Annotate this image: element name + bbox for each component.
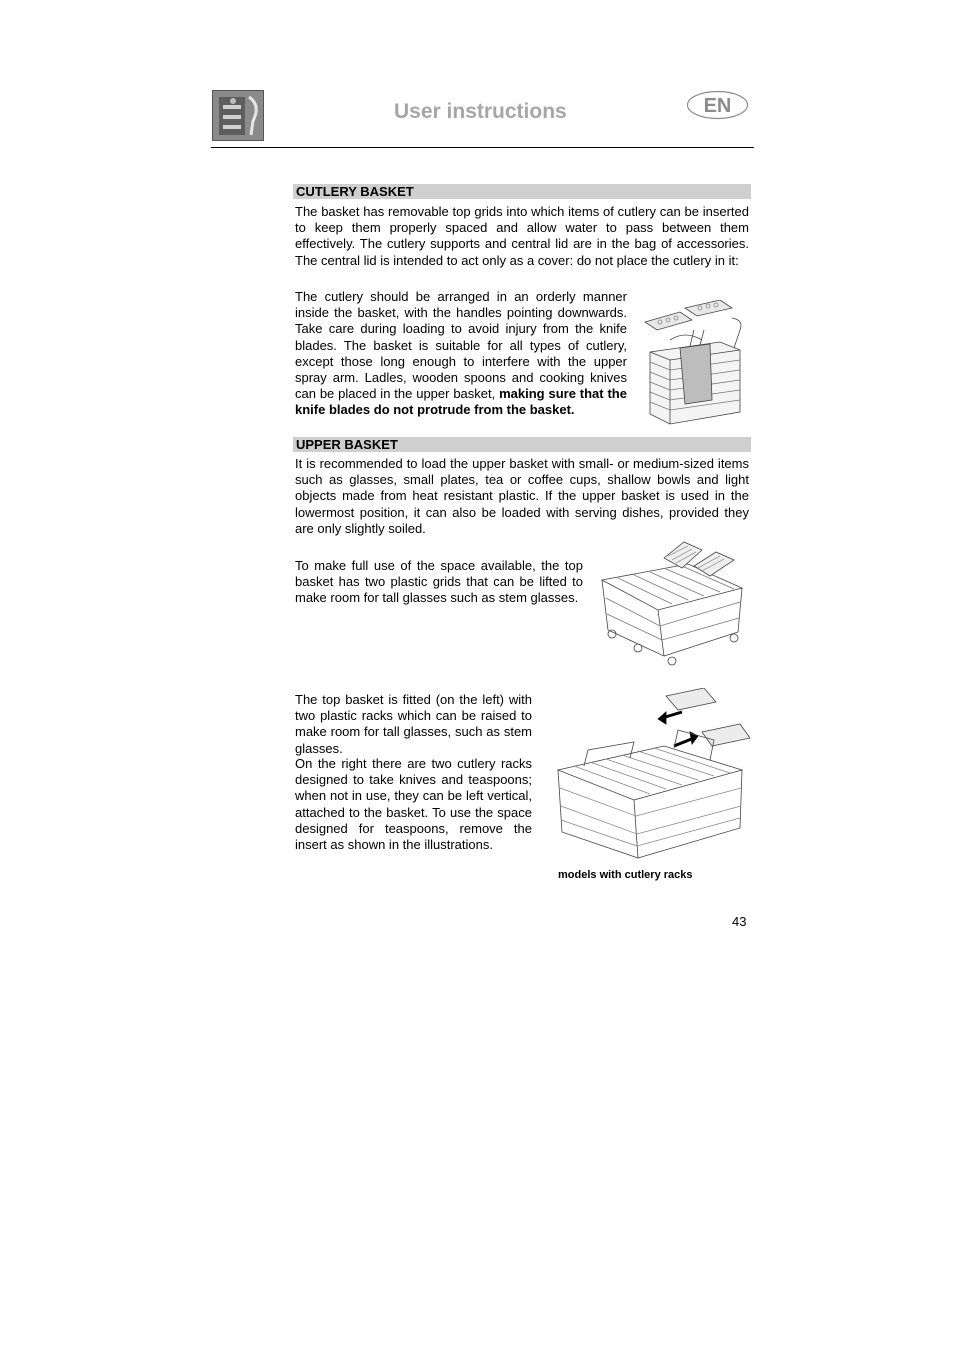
page-number: 43: [732, 914, 747, 929]
knife-warning: making sure that the knife blades do not protrude from the basket.: [295, 386, 627, 418]
illustration-caption: models with cutlery racks: [558, 869, 693, 881]
upper-basket-heading: UPPER BASKET: [293, 437, 751, 452]
upper-basket-intro: It is recommended to load the upper basket with small- or medium-sized items such as glasses, small plates, tea or coffee cups, shallow bowls and light objects made from heat resistant plastic. If the upper basket is used in the lowermost position, it can also be loaded with serving dishes, provided they are only slightly soiled.: [295, 456, 749, 536]
header-divider: [211, 147, 754, 148]
page-title: User instructions: [394, 100, 567, 123]
upper-basket-grids-illustration: [598, 540, 746, 666]
cutlery-arrangement-text: [295, 289, 627, 419]
cutlery-arrangement: The cutlery should be arranged in an orderly manner inside the basket, with the handles pointing downwards. Take care during loading to avoid injury from the knife blades. The basket is suitable for all types of cutlery, except those long enough to interfere with the upper spray arm. Ladles, wooden spoons and cooking knives can be placed in the upper basket,: [295, 289, 627, 402]
cutlery-basket-heading: CUTLERY BASKET: [293, 184, 751, 199]
dishwasher-logo-icon: [212, 90, 264, 141]
cutlery-basket-intro: The basket has removable top grids into which items of cutlery can be inserted to keep them properly spaced and allow water to pass between them effectively. The cutlery supports and central lid are in the bag of accessories. The central lid is intended to act only as a cover: do not place the cutlery in it:: [295, 204, 749, 268]
cutlery-basket-illustration: [640, 300, 752, 430]
language-badge: [686, 90, 749, 120]
cutlery-racks-text: On the right there are two cutlery racks designed to take knives and teaspoons; when not in use, they can be left vertical, attached to the basket. To use the space designed for teaspoons, remove the insert as shown in the illustrations.: [295, 756, 532, 853]
plastic-racks-text: The top basket is fitted (on the left) with two plastic racks which can be raised to make room for tall glasses, such as stem glasses.: [295, 692, 532, 756]
language-label: EN: [703, 95, 732, 117]
plastic-grids-text: To make full use of the space available, the top basket has two plastic grids that can be lifted to make room for tall glasses such as stem glasses.: [295, 558, 583, 606]
cutlery-racks-illustration: [554, 688, 752, 860]
